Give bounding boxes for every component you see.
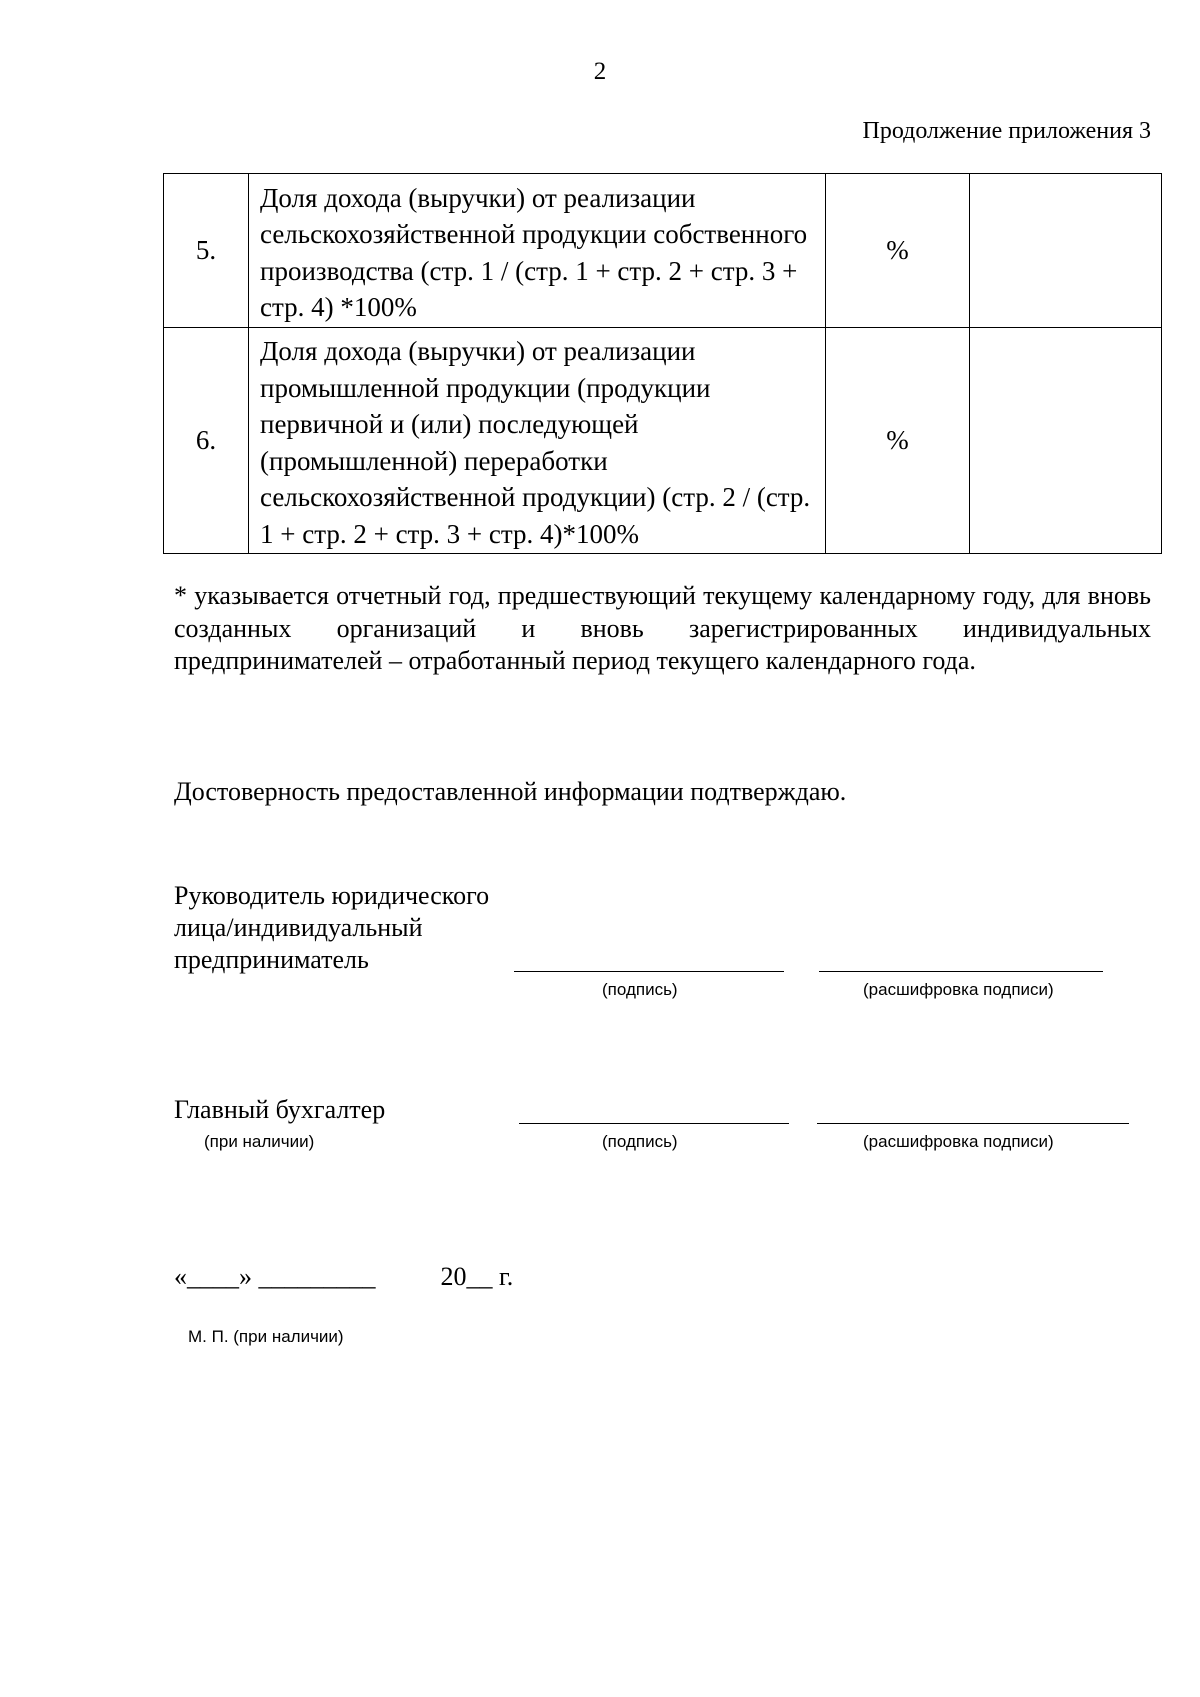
head-signatory-label [174, 880, 489, 976]
accountant-signature-caption: (подпись) [602, 1132, 678, 1151]
head-decode-line[interactable] [819, 971, 1103, 972]
page-number: 2 [593, 58, 607, 85]
value-cell[interactable] [970, 328, 1162, 554]
row-number: 5. [164, 174, 249, 328]
accountant-label: Главный бухгалтер [174, 1095, 386, 1124]
indicators-table [163, 173, 1162, 554]
footnote: * указывается отчетный год, предшествующий текущему календарному году, для вновь созданных организаций и вновь зарегистрированных индивидуальных предпринимателей – отработанный период текущего календарного года. [174, 581, 1151, 675]
confirmation-statement: Достоверность предоставленной информации подтверждаю. [174, 777, 847, 806]
appendix-label: Продолжение приложения 3 [862, 118, 1151, 144]
head-label-line: предприниматель [174, 945, 369, 974]
value-cell[interactable] [970, 174, 1162, 328]
date-line[interactable]: «____» _________ 20__ г. [174, 1262, 514, 1291]
table-row [164, 174, 1162, 328]
unit-cell: % [826, 174, 970, 328]
indicator-name: Доля дохода (выручки) от реализации промышленной продукции (продукции первичной и (или) последующей (промышленной) переработки сельскохозяйственной продукции) (стр. 2 / (стр. 1 + стр. 2 + стр. 3 + стр. 4)*100% [249, 328, 826, 554]
accountant-note: (при наличии) [204, 1132, 315, 1151]
head-label-line: Руководитель юридического [174, 881, 490, 910]
row-number: 6. [164, 328, 249, 554]
unit-cell: % [826, 328, 970, 554]
head-signature-caption: (подпись) [602, 980, 678, 999]
stamp-note: М. П. (при наличии) [188, 1327, 344, 1346]
accountant-signature-line[interactable] [519, 1123, 789, 1124]
accountant-decode-caption: (расшифровка подписи) [863, 1132, 1054, 1151]
indicator-name: Доля дохода (выручки) от реализации сельскохозяйственной продукции собственного производства (стр. 1 / (стр. 1 + стр. 2 + стр. 3 + стр. 4) *100% [249, 174, 826, 328]
head-decode-caption: (расшифровка подписи) [863, 980, 1054, 999]
table-row [164, 328, 1162, 554]
head-label-line: лица/индивидуальный [174, 913, 423, 942]
head-signature-line[interactable] [514, 971, 784, 972]
accountant-decode-line[interactable] [817, 1123, 1129, 1124]
